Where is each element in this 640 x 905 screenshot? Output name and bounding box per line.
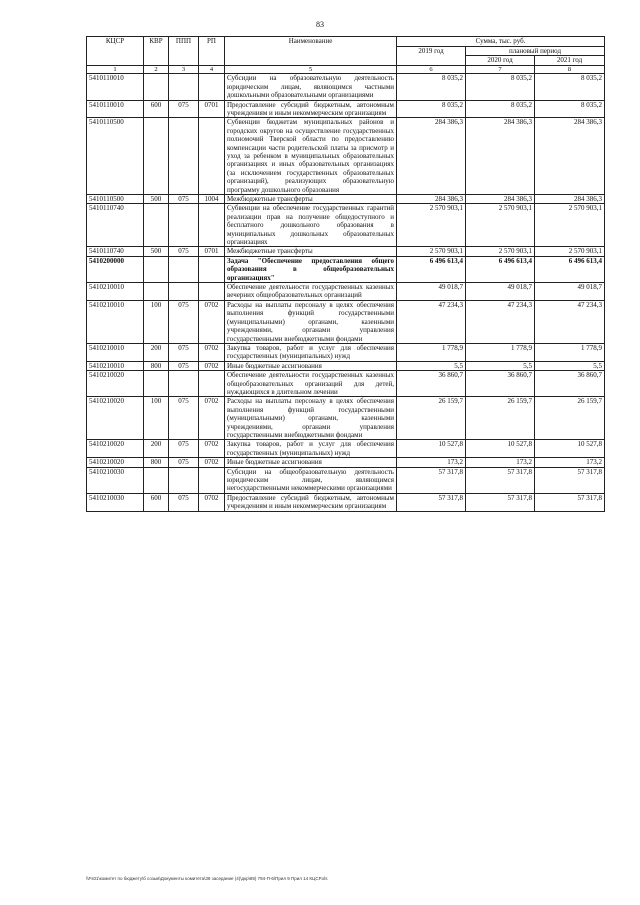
column-number: 4 xyxy=(199,65,225,74)
cell-ppp: 075 xyxy=(169,195,199,204)
cell-kvr xyxy=(144,204,169,247)
cell-kcsr: 5410210010 xyxy=(87,361,144,370)
cell-amount-2020: 10 527,8 xyxy=(466,440,535,458)
cell-ppp: 075 xyxy=(169,300,199,343)
cell-rp xyxy=(199,118,225,195)
cell-ppp xyxy=(169,256,199,282)
column-number: 5 xyxy=(225,65,397,74)
cell-amount-2021: 2 570 903,1 xyxy=(535,247,605,256)
table-row xyxy=(87,283,605,301)
cell-kcsr: 5410210020 xyxy=(87,440,144,458)
cell-amount-2019: 1 778,9 xyxy=(397,343,466,361)
cell-rp xyxy=(199,204,225,247)
cell-ppp: 075 xyxy=(169,440,199,458)
table-row xyxy=(87,493,605,511)
cell-amount-2020: 6 496 613,4 xyxy=(466,256,535,282)
cell-amount-2021: 10 527,8 xyxy=(535,440,605,458)
table-row xyxy=(87,361,605,370)
cell-amount-2019: 173,2 xyxy=(397,458,466,467)
cell-kcsr: 5410210010 xyxy=(87,300,144,343)
cell-ppp: 075 xyxy=(169,343,199,361)
header-year-2021: 2021 год xyxy=(535,56,605,65)
cell-amount-2019: 57 317,8 xyxy=(397,493,466,511)
cell-ppp xyxy=(169,204,199,247)
cell-rp: 0702 xyxy=(199,493,225,511)
cell-kvr xyxy=(144,371,169,397)
cell-kcsr: 5410110500 xyxy=(87,118,144,195)
cell-name: Предоставление субсидий бюджетным, автономным учреждениям и иным некоммерческим организациям xyxy=(225,100,397,118)
header-planned-period: плановый период xyxy=(466,47,605,56)
cell-rp: 0702 xyxy=(199,397,225,440)
cell-name: Закупка товаров, работ и услуг для обеспечения государственных (муниципальных) нужд xyxy=(225,343,397,361)
cell-amount-2019: 8 035,2 xyxy=(397,74,466,100)
cell-name: Иные бюджетные ассигнования xyxy=(225,361,397,370)
cell-amount-2020: 173,2 xyxy=(466,458,535,467)
budget-table xyxy=(86,36,605,512)
cell-name: Субвенции бюджетам муниципальных районов и городских округов на осуществление государственных полномочий Тверской области по предоставлению компенсации части родительской платы за присмотр и уход за ребенком в муниципальных образовательных организациях и иных образовательных организациях (за исключением государственных образовательных организаций), реализующих образовательную программу дошкольного образования xyxy=(225,118,397,195)
cell-rp xyxy=(199,283,225,301)
table-row xyxy=(87,343,605,361)
cell-rp: 0702 xyxy=(199,343,225,361)
table-body xyxy=(87,74,605,511)
cell-amount-2020: 49 018,7 xyxy=(466,283,535,301)
cell-amount-2021: 284 386,3 xyxy=(535,118,605,195)
column-number: 3 xyxy=(169,65,199,74)
page-number: 83 xyxy=(316,20,324,29)
cell-name: Обеспечение деятельности государственных казенных общеобразовательных организаций для детей, нуждающихся в длительном лечении xyxy=(225,371,397,397)
cell-rp: 0702 xyxy=(199,458,225,467)
cell-amount-2021: 8 035,2 xyxy=(535,74,605,100)
cell-amount-2019: 36 860,7 xyxy=(397,371,466,397)
cell-rp xyxy=(199,467,225,493)
table-row xyxy=(87,118,605,195)
cell-amount-2020: 26 159,7 xyxy=(466,397,535,440)
cell-amount-2019: 8 035,2 xyxy=(397,100,466,118)
cell-ppp: 075 xyxy=(169,458,199,467)
cell-amount-2019: 47 234,3 xyxy=(397,300,466,343)
cell-name: Задача "Обеспечение предоставления общего образования в общеобразовательных организациях" xyxy=(225,256,397,282)
cell-amount-2021: 49 018,7 xyxy=(535,283,605,301)
cell-kvr: 800 xyxy=(144,361,169,370)
cell-amount-2020: 36 860,7 xyxy=(466,371,535,397)
cell-kvr: 500 xyxy=(144,195,169,204)
cell-ppp xyxy=(169,283,199,301)
cell-rp xyxy=(199,256,225,282)
cell-amount-2020: 57 317,8 xyxy=(466,493,535,511)
cell-amount-2021: 57 317,8 xyxy=(535,467,605,493)
cell-rp xyxy=(199,74,225,100)
table-row xyxy=(87,371,605,397)
table-row xyxy=(87,458,605,467)
table-row xyxy=(87,300,605,343)
cell-kvr xyxy=(144,118,169,195)
cell-kcsr: 5410210020 xyxy=(87,371,144,397)
cell-amount-2020: 47 234,3 xyxy=(466,300,535,343)
cell-amount-2020: 8 035,2 xyxy=(466,74,535,100)
cell-amount-2020: 5,5 xyxy=(466,361,535,370)
cell-ppp xyxy=(169,467,199,493)
table-header xyxy=(87,37,605,74)
cell-name: Расходы на выплаты персоналу в целях обеспечения выполнения функций государственными (муниципальными) органами, казенными учреждениями, органами управления государственными внебюджетными фондами xyxy=(225,397,397,440)
cell-name: Расходы на выплаты персоналу в целях обеспечения выполнения функций государственными (муниципальными) органами, казенными учреждениями, органами управления государственными внебюджетными фондами xyxy=(225,300,397,343)
cell-amount-2019: 6 496 613,4 xyxy=(397,256,466,282)
column-number: 6 xyxy=(397,65,466,74)
cell-amount-2019: 57 317,8 xyxy=(397,467,466,493)
column-numbers-row xyxy=(87,65,605,74)
cell-kcsr: 5410110010 xyxy=(87,74,144,100)
cell-rp: 0702 xyxy=(199,440,225,458)
cell-amount-2019: 10 527,8 xyxy=(397,440,466,458)
cell-amount-2021: 6 496 613,4 xyxy=(535,256,605,282)
cell-amount-2021: 47 234,3 xyxy=(535,300,605,343)
cell-name: Закупка товаров, работ и услуг для обеспечения государственных (муниципальных) нужд xyxy=(225,440,397,458)
cell-rp: 1004 xyxy=(199,195,225,204)
cell-ppp xyxy=(169,371,199,397)
table-row xyxy=(87,247,605,256)
cell-amount-2021: 284 386,3 xyxy=(535,195,605,204)
cell-amount-2019: 49 018,7 xyxy=(397,283,466,301)
cell-kvr: 100 xyxy=(144,300,169,343)
column-number: 7 xyxy=(466,65,535,74)
cell-name: Предоставление субсидий бюджетным, автономным учреждениям и иным некоммерческим организациям xyxy=(225,493,397,511)
cell-kvr xyxy=(144,283,169,301)
header-kvr: КВР xyxy=(144,37,169,66)
cell-name: Обеспечение деятельности государственных казенных вечерних общеобразовательных организаций xyxy=(225,283,397,301)
cell-rp xyxy=(199,371,225,397)
cell-amount-2021: 57 317,8 xyxy=(535,493,605,511)
cell-amount-2019: 284 386,3 xyxy=(397,195,466,204)
cell-kcsr: 5410110740 xyxy=(87,204,144,247)
cell-kcsr: 5410210010 xyxy=(87,343,144,361)
cell-ppp: 075 xyxy=(169,100,199,118)
cell-ppp: 075 xyxy=(169,397,199,440)
cell-kvr xyxy=(144,74,169,100)
table-row xyxy=(87,100,605,118)
cell-amount-2020: 2 570 903,1 xyxy=(466,204,535,247)
cell-amount-2019: 5,5 xyxy=(397,361,466,370)
cell-amount-2021: 2 570 903,1 xyxy=(535,204,605,247)
cell-amount-2021: 5,5 xyxy=(535,361,605,370)
cell-name: Иные бюджетные ассигнования xyxy=(225,458,397,467)
cell-rp: 0702 xyxy=(199,300,225,343)
cell-kvr: 100 xyxy=(144,397,169,440)
cell-kcsr: 5410210010 xyxy=(87,283,144,301)
cell-amount-2019: 26 159,7 xyxy=(397,397,466,440)
cell-rp: 0701 xyxy=(199,100,225,118)
header-sum: Сумма, тыс. руб. xyxy=(397,37,605,47)
cell-kcsr: 5410200000 xyxy=(87,256,144,282)
cell-kcsr: 5410210020 xyxy=(87,397,144,440)
cell-amount-2020: 57 317,8 xyxy=(466,467,535,493)
table-row xyxy=(87,397,605,440)
cell-amount-2019: 2 570 903,1 xyxy=(397,204,466,247)
cell-name: Субвенции на обеспечение государственных гарантий реализации прав на получение общедоступного и бесплатного дошкольного образования в муниципальных дошкольных образовательных организациях xyxy=(225,204,397,247)
cell-amount-2020: 1 778,9 xyxy=(466,343,535,361)
cell-amount-2020: 284 386,3 xyxy=(466,195,535,204)
cell-kcsr: 5410210030 xyxy=(87,467,144,493)
cell-kcsr: 5410210020 xyxy=(87,458,144,467)
cell-kvr: 500 xyxy=(144,247,169,256)
cell-kvr xyxy=(144,467,169,493)
cell-kcsr: 5410110010 xyxy=(87,100,144,118)
cell-ppp: 075 xyxy=(169,493,199,511)
cell-kvr: 600 xyxy=(144,493,169,511)
file-path-footer: \\Fs01\комитет по бюджету\б созыв\Документы комитета\39 заседание (4)\дкр\89) 794-П-6\Прил 9 Прил 14 КЦСР.xls xyxy=(86,876,328,881)
cell-ppp xyxy=(169,118,199,195)
table-row xyxy=(87,74,605,100)
header-kcsr: КЦСР xyxy=(87,37,144,66)
cell-ppp: 075 xyxy=(169,361,199,370)
cell-kvr: 600 xyxy=(144,100,169,118)
cell-kvr xyxy=(144,256,169,282)
cell-kcsr: 5410210030 xyxy=(87,493,144,511)
cell-amount-2021: 26 159,7 xyxy=(535,397,605,440)
table-row xyxy=(87,440,605,458)
cell-amount-2020: 2 570 903,1 xyxy=(466,247,535,256)
column-number: 8 xyxy=(535,65,605,74)
table-row xyxy=(87,204,605,247)
cell-amount-2019: 284 386,3 xyxy=(397,118,466,195)
cell-kcsr: 5410110740 xyxy=(87,247,144,256)
cell-amount-2020: 8 035,2 xyxy=(466,100,535,118)
cell-amount-2021: 173,2 xyxy=(535,458,605,467)
cell-amount-2019: 2 570 903,1 xyxy=(397,247,466,256)
header-rp: РП xyxy=(199,37,225,66)
table-row xyxy=(87,467,605,493)
cell-kvr: 200 xyxy=(144,440,169,458)
cell-ppp: 075 xyxy=(169,247,199,256)
cell-name: Межбюджетные трансферты xyxy=(225,247,397,256)
cell-rp: 0702 xyxy=(199,361,225,370)
cell-amount-2021: 8 035,2 xyxy=(535,100,605,118)
table-row xyxy=(87,256,605,282)
column-number: 1 xyxy=(87,65,144,74)
header-ppp: ППП xyxy=(169,37,199,66)
header-year-2020: 2020 год xyxy=(466,56,535,65)
cell-amount-2020: 284 386,3 xyxy=(466,118,535,195)
cell-name: Субсидии на образовательную деятельность юридическим лицам, являющимся частными дошкольными образовательными организациями xyxy=(225,74,397,100)
cell-kvr: 800 xyxy=(144,458,169,467)
cell-kcsr: 5410110500 xyxy=(87,195,144,204)
cell-rp: 0701 xyxy=(199,247,225,256)
header-year-2019: 2019 год xyxy=(397,47,466,66)
header-name: Наименование xyxy=(225,37,397,66)
cell-amount-2021: 1 778,9 xyxy=(535,343,605,361)
column-number: 2 xyxy=(144,65,169,74)
cell-ppp xyxy=(169,74,199,100)
cell-name: Субсидии на общеобразовательную деятельность юридическим лицам, являющимся негосударственными некоммерческими организациями xyxy=(225,467,397,493)
cell-amount-2021: 36 860,7 xyxy=(535,371,605,397)
cell-name: Межбюджетные трансферты xyxy=(225,195,397,204)
table-row xyxy=(87,195,605,204)
cell-kvr: 200 xyxy=(144,343,169,361)
